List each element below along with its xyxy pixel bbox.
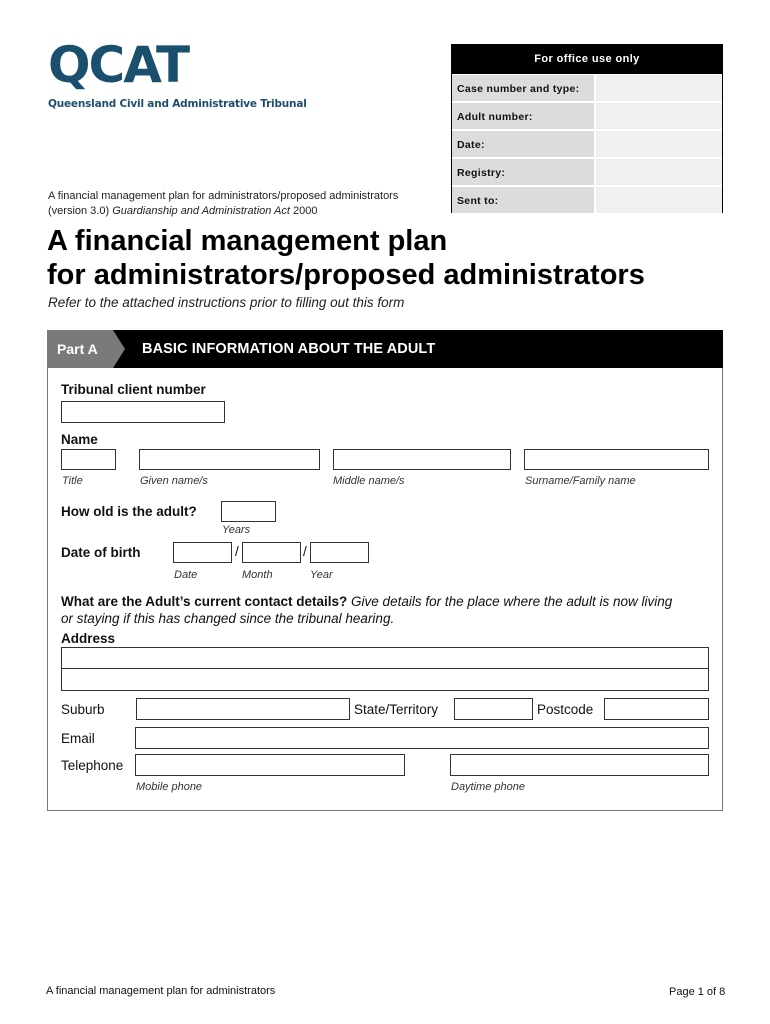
contact-question-line2 xyxy=(61,610,716,627)
office-row-date xyxy=(452,130,722,158)
age-caption: Years xyxy=(222,524,251,536)
office-label: Registry: xyxy=(452,159,594,186)
dob-month-input[interactable] xyxy=(242,542,301,563)
title-line1: A financial management plan xyxy=(47,225,448,257)
given-names-caption: Given name/s xyxy=(140,475,208,487)
act-year: 2000 xyxy=(289,205,318,217)
office-label: Date: xyxy=(452,131,594,158)
office-row-sent-to xyxy=(452,186,722,214)
client-number-label: Tribunal client number xyxy=(61,382,206,397)
part-a-tab: Part A xyxy=(47,330,113,368)
address-label: Address xyxy=(61,631,116,646)
dob-separator: / xyxy=(303,544,307,559)
postcode-label: Postcode xyxy=(537,702,594,717)
surname-caption: Surname/Family name xyxy=(525,475,636,487)
dob-day-caption: Date xyxy=(174,569,198,581)
instructions-note: Refer to the attached instructions prior to filling out this form xyxy=(48,295,405,310)
contact-question-detail-2: or staying if this has changed since the tribunal hearing. xyxy=(61,611,395,626)
office-label: Adult number: xyxy=(452,103,594,130)
office-row-case-number xyxy=(452,74,722,102)
version-text: (version 3.0) xyxy=(48,205,113,217)
age-label: How old is the adult? xyxy=(61,504,197,519)
part-a-arrow-icon xyxy=(113,330,125,368)
footer-document-name: A financial management plan for administrators xyxy=(46,985,276,997)
dob-day-input[interactable] xyxy=(173,542,232,563)
contact-question-detail: Give details for the place where the adult is now living xyxy=(347,594,673,609)
mobile-phone-input[interactable] xyxy=(135,754,405,776)
office-use-header: For office use only xyxy=(452,45,722,74)
mobile-phone-caption: Mobile phone xyxy=(136,781,203,793)
email-label: Email xyxy=(61,731,95,746)
adult-number-field xyxy=(594,103,722,130)
daytime-phone-caption: Daytime phone xyxy=(451,781,525,793)
part-a-heading: BASIC INFORMATION ABOUT THE ADULT xyxy=(142,341,436,357)
act-name: Guardianship and Administration Act xyxy=(112,205,290,217)
title-caption: Title xyxy=(62,475,83,487)
sent-to-field xyxy=(594,187,722,214)
office-row-adult-number xyxy=(452,102,722,130)
dob-year-input[interactable] xyxy=(310,542,369,563)
dob-label: Date of birth xyxy=(61,545,141,560)
contact-question-line1 xyxy=(61,593,716,610)
qcat-logo: QCAT xyxy=(48,36,189,94)
suburb-input[interactable] xyxy=(136,698,350,720)
office-row-registry xyxy=(452,158,722,186)
state-label: State/Territory xyxy=(354,702,439,717)
form-reference-line2 xyxy=(48,204,398,219)
client-number-input[interactable] xyxy=(61,401,225,423)
office-label: Case number and type: xyxy=(452,75,594,102)
footer-page-number: Page 1 of 8 xyxy=(669,986,726,998)
middle-names-input[interactable] xyxy=(333,449,511,470)
age-input[interactable] xyxy=(221,501,276,522)
surname-input[interactable] xyxy=(524,449,709,470)
contact-details-question xyxy=(61,593,716,627)
page-title xyxy=(47,224,645,292)
state-input[interactable] xyxy=(454,698,533,720)
office-label: Sent to: xyxy=(452,187,594,214)
logo-subtitle: Queensland Civil and Administrative Tribunal xyxy=(48,98,307,110)
postcode-input[interactable] xyxy=(604,698,709,720)
address-line2-input[interactable] xyxy=(61,669,709,691)
contact-question-bold: What are the Adult’s current contact details? xyxy=(61,594,348,609)
daytime-phone-input[interactable] xyxy=(450,754,709,776)
title-line2: for administrators/proposed administrators xyxy=(47,259,645,291)
case-number-field xyxy=(594,75,722,102)
registry-field xyxy=(594,159,722,186)
given-names-input[interactable] xyxy=(139,449,320,470)
dob-separator: / xyxy=(235,544,239,559)
telephone-label: Telephone xyxy=(61,758,124,773)
form-reference xyxy=(48,189,398,219)
name-label: Name xyxy=(61,432,98,447)
address-line1-input[interactable] xyxy=(61,647,709,669)
email-input[interactable] xyxy=(135,727,709,749)
suburb-label: Suburb xyxy=(61,702,105,717)
office-date-field xyxy=(594,131,722,158)
name-title-input[interactable] xyxy=(61,449,116,470)
dob-month-caption: Month xyxy=(242,569,273,581)
middle-names-caption: Middle name/s xyxy=(333,475,405,487)
dob-year-caption: Year xyxy=(310,569,333,581)
form-reference-line1: A financial management plan for administrators/proposed administrators xyxy=(48,190,399,202)
office-use-box xyxy=(451,44,723,213)
